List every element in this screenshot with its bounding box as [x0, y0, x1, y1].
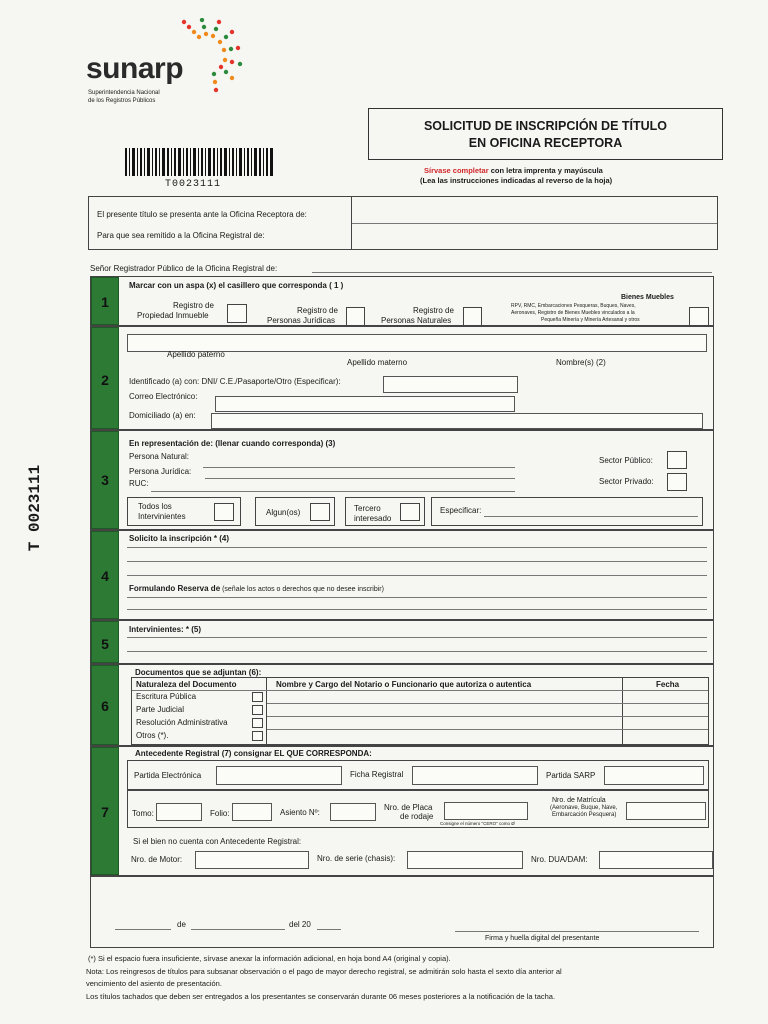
- section-1-number: 1: [101, 294, 109, 310]
- checkbox-parte-judicial[interactable]: [252, 705, 263, 715]
- section-6: 6 Documentos que se adjuntan (6): Naturaleza del Documento Nombre y Cargo del Notario o Funcionario que autoriza o autentica Fecha Escritura Pública Parte Judicial Resolución Administrativa Otros (*).: [90, 664, 714, 746]
- section-7: 7 Antecedente Registral (7) consignar EL QUE CORRESPONDA: Partida Electrónica Ficha Registral Partida SARP Tomo: Folio: Asiento Nº: Nro. de Placa de rodaje Consigne el número "CERO" como Ø Nro. de Matrícula (Aeronave, Buque, Nave, Embarcación Pesquera) Si el bien no cuenta con Antecedente Registral: Nro. de Motor: Nro. de serie (chasis): Nro. DUA/DAM:: [90, 746, 714, 876]
- checkbox-personas-naturales[interactable]: [463, 307, 482, 326]
- checkbox-sector-privado[interactable]: [667, 473, 687, 491]
- identificado-input[interactable]: [383, 376, 518, 393]
- sarp-input[interactable]: [604, 766, 704, 785]
- footer-note-2: Nota: Los reingresos de títulos para subsanar observación o el pago de mayor derecho registral, se admitirán solo hasta el sexto día anterior al: [86, 967, 562, 976]
- office-box: [88, 196, 718, 250]
- tomo-input[interactable]: [156, 803, 202, 821]
- barcode-number: T0023111: [165, 179, 222, 190]
- section-4: 4 Solicito la inscripción * (4) Formulando Reserva de (señale los actos o derechos que no desee inscribir): [90, 530, 714, 620]
- logo-burst-icon: [174, 18, 264, 98]
- sunarp-logo: [86, 18, 266, 113]
- logo-subtitle-1: Superintendencia Nacional: [88, 90, 160, 96]
- documents-table: Naturaleza del Documento Nombre y Cargo del Notario o Funcionario que autoriza o autentica Fecha Escritura Pública Parte Judicial Resolución Administrativa Otros (*).: [131, 677, 709, 745]
- signature-box: de del 20 Firma y huella digital del presentante: [90, 876, 714, 948]
- instruction-red: Sírvase completar: [424, 166, 489, 175]
- checkbox-tercero[interactable]: [400, 503, 420, 521]
- checkbox-resolucion[interactable]: [252, 718, 263, 728]
- logo-text: sunarp: [86, 52, 184, 85]
- section-2: 2 Apellido paterno Apellido materno Nombre(s) (2) Identificado (a) con: DNI/ C.E./Pasaporte/Otro (Especificar): Correo Electrónico: Domiciliado (a) en:: [90, 326, 714, 430]
- dua-input[interactable]: [599, 851, 713, 869]
- footer-note-1: (*) Si el espacio fuera insuficiente, sírvase anexar la información adicional, en hoja bond A4 (original y copia).: [88, 954, 451, 963]
- partida-input[interactable]: [216, 766, 342, 785]
- serie-input[interactable]: [407, 851, 523, 869]
- office-line-1: El presente título se presenta ante la Oficina Receptora de:: [97, 210, 307, 219]
- checkbox-alguno[interactable]: [310, 503, 330, 521]
- checkbox-propiedad-inmueble[interactable]: [227, 304, 247, 323]
- office-line-2: Para que sea remitido a la Oficina Registral de:: [97, 231, 265, 240]
- barcode-icon: [125, 148, 275, 176]
- checkbox-bienes-muebles[interactable]: [689, 307, 709, 326]
- matricula-input[interactable]: [626, 802, 706, 820]
- title-box: [368, 108, 723, 160]
- side-number: T 0023111: [26, 464, 45, 552]
- section-5: 5 Intervinientes: * (5): [90, 620, 714, 664]
- greeting: Señor Registrador Público de la Oficina Registral de:: [90, 264, 278, 273]
- correo-input[interactable]: [215, 396, 515, 412]
- checkbox-escritura[interactable]: [252, 692, 263, 702]
- logo-subtitle-2: de los Registros Públicos: [88, 98, 156, 104]
- checkbox-todos[interactable]: [214, 503, 234, 521]
- checkbox-sector-publico[interactable]: [667, 451, 687, 469]
- title-line-2: EN OFICINA RECEPTORA: [468, 136, 623, 150]
- registral-input[interactable]: [354, 225, 714, 245]
- asiento-input[interactable]: [330, 803, 376, 821]
- checkbox-personas-juridicas[interactable]: [346, 307, 365, 326]
- instruction-line-1: [424, 167, 603, 175]
- s1-heading: Marcar con un aspa (x) el casillero que corresponda ( 1 ): [129, 281, 344, 290]
- footer-note-4: Los títulos tachados que deben ser entregados a los presentantes se conservarán durante 06 meses posteriores a la notificación de la tacha.: [86, 992, 556, 1001]
- section-3: 3 En representación de: (llenar cuando corresponda) (3) Persona Natural: Persona Jurídica: RUC: Sector Público: Sector Privado: Todos los Intervinientes Algun(os) Tercero interesado Especificar:: [90, 430, 714, 530]
- ficha-input[interactable]: [412, 766, 538, 785]
- section-1: 1 Marcar con un aspa (x) el casillero que corresponda ( 1 ) Registro de Propiedad Inmueble Registro de Personas Jurídicas Registro de Personas Naturales Bienes Muebles RPV, RMC, Embarcaciones Pesqueras, Buques, Naves, Aeronaves, Registro de Bienes Muebles vinculados a la Pequeña Minería y Minería Artesanal y otros: [90, 276, 714, 326]
- footer-note-3: vencimiento del asiento de presentación.: [86, 979, 222, 988]
- motor-input[interactable]: [195, 851, 309, 869]
- receptora-input[interactable]: [354, 201, 714, 221]
- placa-input[interactable]: [444, 802, 528, 820]
- instruction-rest: con letra imprenta y mayúscula: [488, 166, 603, 175]
- barcode: [125, 148, 275, 176]
- domicilio-input[interactable]: [211, 413, 703, 429]
- instruction-line-2: (Lea las instrucciones indicadas al reverso de la hoja): [420, 176, 613, 185]
- checkbox-otros[interactable]: [252, 731, 263, 741]
- title-line-1: SOLICITUD DE INSCRIPCIÓN DE TÍTULO: [423, 119, 668, 133]
- folio-input[interactable]: [232, 803, 272, 821]
